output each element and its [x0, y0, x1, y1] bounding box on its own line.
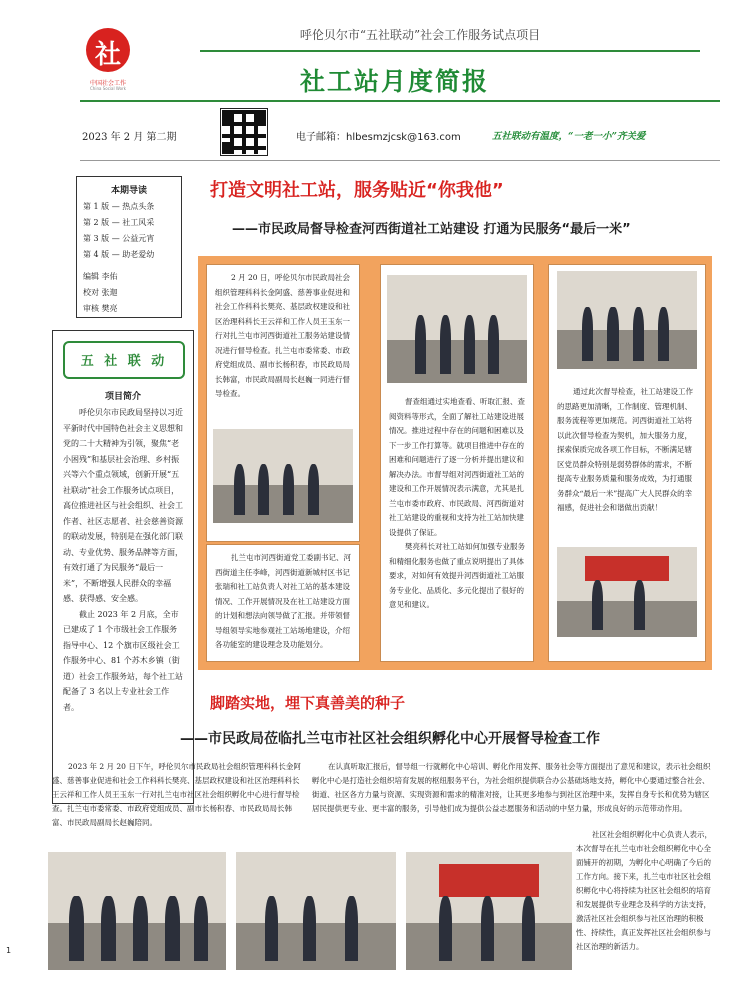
- logo-text: 中国社会工作: [89, 80, 126, 87]
- article1-paragraph: 扎兰屯市河西街道党工委副书记、河西街道主任李峰，河西街道新城村区书记张瑞和社工站负责人对社工站的基本建设情况、工作开展情况及在社工站建设方面的计划和想法向领导做了汇报。并带领督导组领导实地参观社工站场地建设，介绍各功能室的建设理念及功能划分。: [215, 553, 351, 649]
- article2-paragraph: 2023 年 2 月 20 日下午，呼伦贝尔市民政局社会组织管理科科长金阿盛、慈善事业促进和社会工作科科长樊亮、基层政权建设和社区治理科科长王云祥和工作人员王玉东一行对扎兰屯市社区社会组织孵化中心进行督导检查。扎兰屯市委常委、市政府党组成员、副市长杨积春、市民政局局长韩富、市民政局副局长赵巍陪同。: [52, 762, 301, 827]
- article2-paragraph: 社区社会组织孵化中心负责人表示，本次督导在扎兰屯市社会组织孵化中心全面铺开的初期，为孵化中心明确了今后的工作方向。接下来，扎兰屯市社区社会组织孵化中心将持续为社区社会组织的培育和发展提供专业理念及科学的方法支持，激活社区社会组织参与社区治理的积极性、持续性，真正发挥社区社会组织参与社区治理的新活力。: [576, 830, 712, 951]
- toc-item: 第 2 版 — 社工风采: [83, 218, 155, 227]
- toc-item: 第 3 版 — 公益元宵: [83, 234, 155, 243]
- qr-code-icon: [220, 108, 268, 156]
- article1-subheadline: ——市民政局督导检查河西街道社工站建设 打通为民服务“最后一米”: [232, 222, 631, 237]
- article2-text: [52, 760, 302, 830]
- title-divider: [80, 100, 720, 102]
- article1-paragraph: 2 月 20 日，呼伦贝尔市民政局社会组织管理科科长金阿盛、慈善事业促进和社会工作科科长樊亮、基层政权建设和社区治理科科长王云祥和工作人员王玉东一行对扎兰屯市河西街道社工服务站建设情况进行督导检查。扎兰屯市委常委、市政府党组成员、副市长杨积春，市民政局局长韩富，市民政局副局长赵巍一同进行督导检查。: [215, 273, 350, 398]
- article1-text: [557, 385, 697, 516]
- inspection-photo: [387, 275, 527, 383]
- project-title: 呼伦贝尔市“五社联动”社会工作服务试点项目: [299, 28, 541, 42]
- slogan: 五社联动有温度，“一老一小”齐关爱: [492, 131, 646, 142]
- article2-headline: 脚踏实地，埋下真善美的种子: [210, 694, 406, 712]
- toc-item: 第 4 版 — 助老爱幼: [83, 250, 155, 259]
- newsletter-title: 社工站月度简报: [300, 67, 490, 96]
- toc-item: 第 1 版 — 热点头条: [83, 202, 155, 211]
- project-intro-sidebar: [52, 330, 194, 804]
- logo-subtext: China Social Work: [90, 86, 126, 91]
- article2-text: [576, 828, 712, 954]
- article2-text: [312, 760, 712, 816]
- article1-card: [548, 264, 706, 662]
- article1-card: [206, 264, 360, 542]
- badge-label: 五 社 联 动: [80, 354, 168, 369]
- china-social-work-logo: [86, 28, 130, 72]
- logo-char: 社: [94, 40, 121, 70]
- article1-feature-box: [198, 256, 712, 670]
- article1-card: [380, 264, 534, 662]
- header-divider: [200, 50, 700, 52]
- staff-editor: 编辑 李佑: [83, 272, 118, 281]
- sidebar-body: [63, 405, 183, 715]
- inspection-photo: [557, 547, 697, 637]
- table-of-contents: [76, 176, 182, 318]
- header-bottom-divider: [80, 160, 720, 161]
- article1-card: [206, 544, 360, 662]
- article1-paragraph: 督查组通过实地查看、听取汇报、查阅资料等形式，全面了解社工站建设进展情况。推进过程中存在的问题和困难以及下一步工作打算等。就项目推进中存在的困难和问题进行了逐一分析并提出建议和解决办法。市督导组对河西街道社工站的建设和工作开展情况表示满意，尤其是扎兰屯市委市政府、市民政局、河西街道对社工站建设的重视和支持为社工站加快建设提供了保证。: [389, 397, 525, 537]
- inspection-photo: [557, 271, 697, 369]
- sidebar-paragraph: 呼伦贝尔市民政局坚持以习近平新时代中国特色社会主义思想和党的二十大精神为引领，聚焦“老小困残”和基层社会治理、乡村振兴等六个重点领域，创新开展“五社联动”社会工作服务试点项目，高位推进社区与社会组织、社会工作者、社区志愿者、社会慈善资源的联动发展，特别是在强化部门联动、专业优势、服务品牌等方面，有效打通了为民服务“最后一米”，不断增强人民群众的幸福感、获得感、安全感。: [63, 408, 183, 603]
- inspection-photo: [213, 429, 353, 523]
- article1-paragraph: 通过此次督导检查，社工站建设工作的思路更加清晰，工作制度、管理机制、服务流程等更加规范。河西街道社工站将以此次督导检查为契机，加大服务力度，探索保质完成各项工作目标，不断满足辖区党员群众特别是弱势群体的需求，不断提高专业服务质量和服务成效，为打通服务群众“最后一米”提高广大人民群众的幸福感，促进社会和谐做出贡献！: [557, 387, 693, 512]
- page-number: 1: [6, 946, 12, 955]
- wushe-liandong-badge: [63, 341, 185, 379]
- article1-text: [215, 551, 353, 653]
- article1-headline: 打造文明社工站，服务贴近“你我他”: [210, 180, 504, 201]
- article2-paragraph: 在认真听取汇报后，督导组一行就孵化中心培训、孵化作用发挥、服务社会等方面提出了意见和建议，表示社会组织孵化中心是打造社会组织培育发展的枢纽服务平台，为社会组织提供联合办公基础场地支持，孵化中心要通过整合社会、街道、社区各方力量与资源、实现资源和需求的精准对接，让其更多地参与到社区治理中来，发挥自身专长和优势为辖区居民提供更专业、更丰富的服务，引导他们成为提供公益志愿服务和活动的中坚力量，形成良好的示范带动作用。: [312, 762, 711, 813]
- issue-label: 2023 年 2 月 第二期: [82, 132, 177, 143]
- contact-email: 电子邮箱：hlbesmzjcsk@163.com: [296, 132, 461, 143]
- article2-subheadline: ——市民政局莅临扎兰屯市社区社会组织孵化中心开展督导检查工作: [180, 731, 600, 747]
- incubation-center-photo: [236, 852, 396, 970]
- sidebar-paragraph: 截止 2023 年 2 月底，全市已建成了 1 个市级社会工作服务指导中心、12 个旗市区级社会工作服务中心、81 个苏木乡镇（街道）社会工作服务站，每个社工站配备了 3 名以上专业社会工作者。: [63, 609, 183, 712]
- article1-text: [389, 395, 527, 613]
- article1-text: [215, 271, 353, 402]
- incubation-center-photo: [48, 852, 226, 970]
- sidebar-subtitle: 项目简介: [104, 392, 141, 402]
- staff-reviewer: 审核 樊亮: [83, 304, 118, 313]
- article1-paragraph: 樊亮科长对社工站如何加强专业服务和精细化服务也做了重点说明提出了具体要求，对如何有效提升河西街道社工站服务专业化、品质化、多元化提出了很好的意见和建议。: [389, 542, 525, 609]
- incubation-center-photo: [406, 852, 572, 970]
- toc-title: 本期导读: [110, 186, 147, 196]
- staff-proofreader: 校对 张迦: [83, 288, 118, 297]
